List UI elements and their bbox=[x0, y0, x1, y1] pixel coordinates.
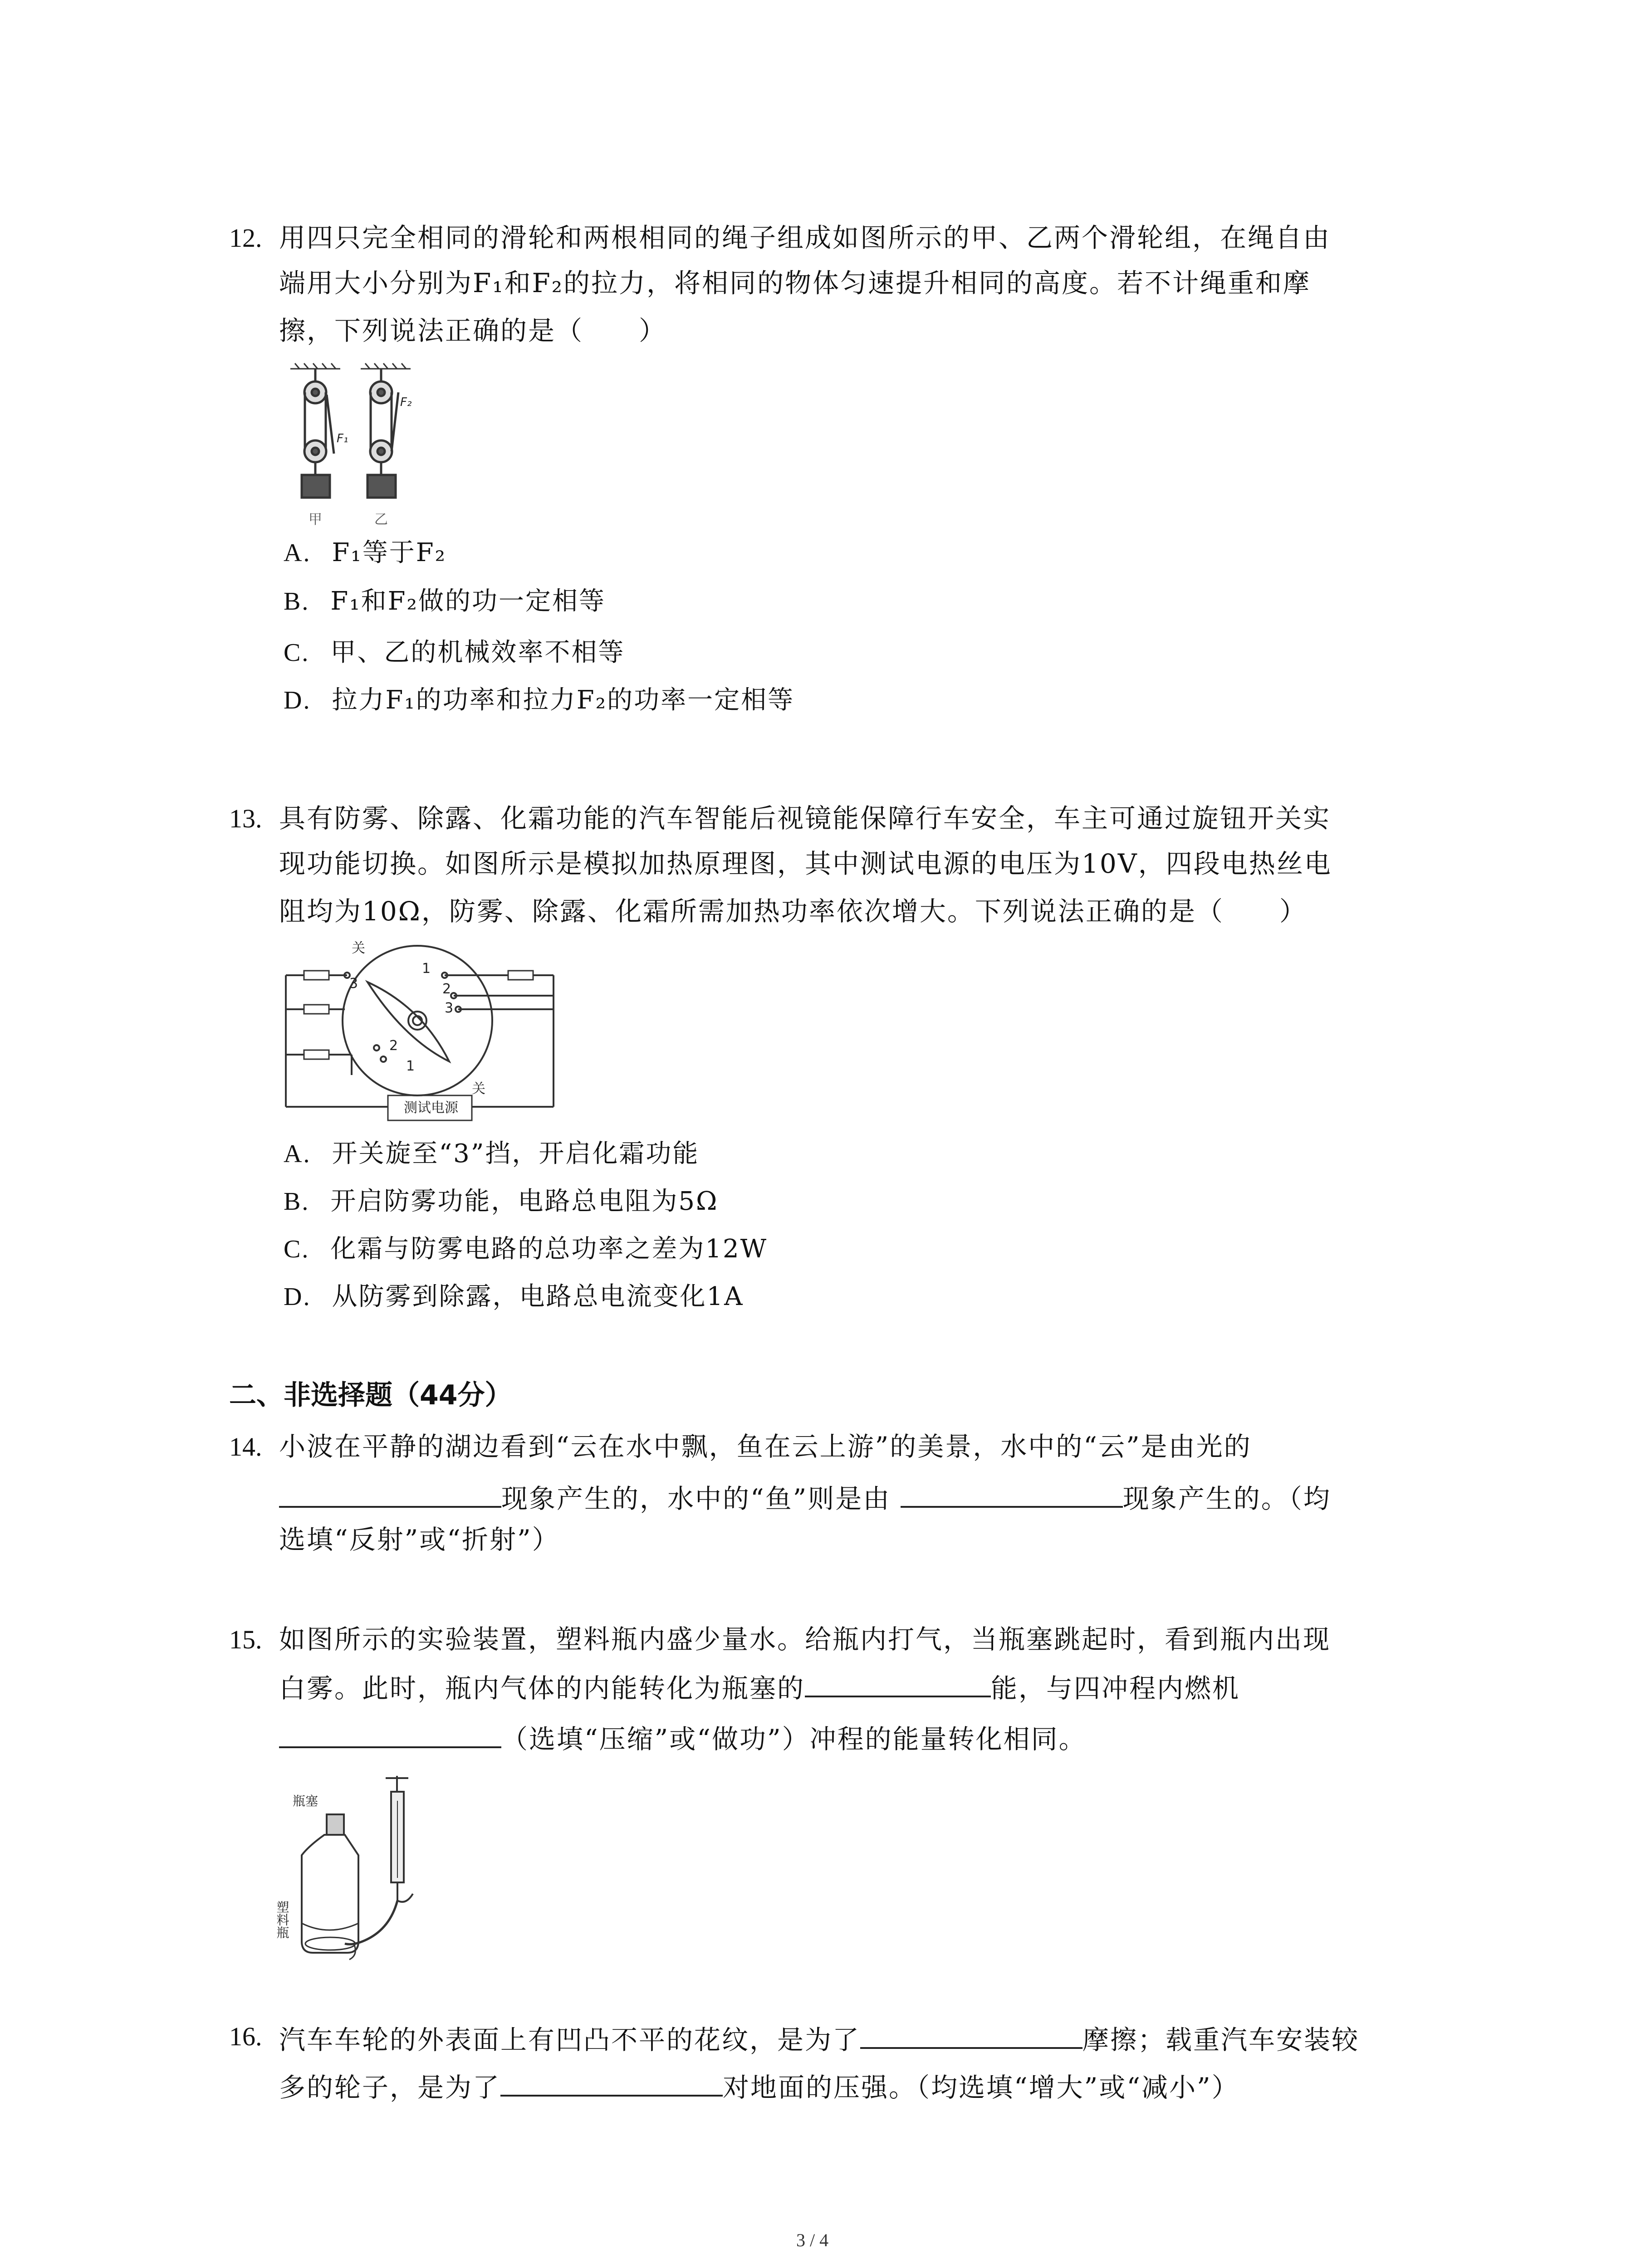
q15-blank-1[interactable] bbox=[805, 1669, 991, 1697]
q16-line-2: 多的轮子，是为了 对地面的压强。（均选填“增大”或“减小”） bbox=[279, 2068, 1239, 2104]
label-yi: 乙 bbox=[374, 512, 388, 528]
svg-text:1: 1 bbox=[406, 1058, 415, 1074]
svg-text:F₂: F₂ bbox=[400, 396, 412, 409]
q13-option-c: C. 化霜与防雾电路的总功率之差为12W bbox=[284, 1234, 768, 1264]
q13-option-d: D. 从防雾到除露，电路总电流变化1A bbox=[284, 1282, 744, 1311]
q14-line-2: 现象产生的，水中的“鱼”则是由 现象产生的。（均 bbox=[279, 1480, 1331, 1515]
q13-line-2: 现功能切换。如图所示是模拟加热原理图，其中测试电源的电压为10V，四段电热丝电 bbox=[279, 848, 1332, 879]
q13-option-a: A. 开关旋至“3”挡，开启化霜功能 bbox=[284, 1139, 700, 1168]
q14-line-3: 选填“反射”或“折射”） bbox=[279, 1524, 560, 1555]
q15-line-2: 白雾。此时，瓶内气体的内能转化为瓶塞的 能，与四冲程内燃机 bbox=[279, 1669, 1240, 1705]
q16-line-1: 汽车车轮的外表面上有凹凸不平的花纹，是为了 摩擦；载重汽车安装较 bbox=[279, 2021, 1359, 2056]
q14-blank-1[interactable] bbox=[279, 1480, 501, 1508]
svg-text:3: 3 bbox=[349, 976, 358, 992]
page-number: 3 / 4 bbox=[796, 2230, 829, 2250]
q13-line-3: 阻均为10Ω，防雾、除露、化霜所需加热功率依次增大。下列说法正确的是（ ） bbox=[279, 896, 1307, 927]
power-label: 测试电源 bbox=[404, 1100, 458, 1116]
q12-option-c: C. 甲、乙的机械效率不相等 bbox=[284, 638, 625, 667]
svg-text:1: 1 bbox=[422, 961, 431, 977]
bottle-label: 塑料瓶 bbox=[274, 1901, 290, 1939]
label-jia: 甲 bbox=[309, 512, 322, 528]
stopper-label: 瓶塞 bbox=[293, 1794, 318, 1809]
q12-number: 12. bbox=[229, 223, 262, 253]
pulley-figure bbox=[277, 361, 440, 535]
bottle-figure bbox=[274, 1765, 440, 1973]
q14-line-1: 小波在平静的湖边看到“云在水中飘，鱼在云上游”的美景，水中的“云”是由光的 bbox=[279, 1431, 1252, 1462]
svg-text:3: 3 bbox=[445, 1000, 454, 1016]
q15-line-1: 如图所示的实验装置，塑料瓶内盛少量水。给瓶内打气，当瓶塞跳起时，看到瓶内出现 bbox=[279, 1624, 1331, 1655]
q12-option-d: D. 拉力F₁的功率和拉力F₂的功率一定相等 bbox=[284, 685, 795, 715]
svg-text:F₁: F₁ bbox=[337, 432, 348, 445]
q12-line-3: 擦，下列说法正确的是（ ） bbox=[279, 315, 667, 346]
q13-line-1: 具有防雾、除露、化霜功能的汽车智能后视镜能保障行车安全，车主可通过旋钮开关实 bbox=[279, 803, 1331, 834]
q15-blank-2[interactable] bbox=[279, 1720, 501, 1748]
off-label-top: 关 bbox=[352, 940, 365, 956]
svg-text:2: 2 bbox=[442, 981, 451, 997]
q12-option-b: B. F₁和F₂做的功一定相等 bbox=[284, 587, 606, 616]
q15-line-3: （选填“压缩”或“做功”）冲程的能量转化相同。 bbox=[279, 1720, 1087, 1755]
section-title: 二、非选择题（44分） bbox=[229, 1379, 512, 1411]
q12-line-2: 端用大小分别为F₁和F₂的拉力，将相同的物体匀速提升相同的高度。若不计绳重和摩 bbox=[279, 268, 1311, 298]
q13-option-b: B. 开启防雾功能，电路总电阻为5Ω bbox=[284, 1187, 719, 1216]
q16-blank-1[interactable] bbox=[860, 2021, 1083, 2049]
q16-blank-2[interactable] bbox=[500, 2068, 723, 2097]
q13-number: 13. bbox=[229, 804, 262, 833]
off-label-bottom: 关 bbox=[472, 1081, 485, 1097]
q16-number: 16. bbox=[229, 2022, 262, 2051]
circuit-figure bbox=[272, 939, 567, 1134]
q12-line-1: 用四只完全相同的滑轮和两根相同的绳子组成如图所示的甲、乙两个滑轮组，在绳自由 bbox=[279, 222, 1331, 253]
svg-text:2: 2 bbox=[389, 1038, 398, 1054]
q15-number: 15. bbox=[229, 1625, 262, 1654]
q14-number: 14. bbox=[229, 1432, 262, 1461]
q14-blank-2[interactable] bbox=[901, 1480, 1123, 1508]
q12-option-a: A. F₁等于F₂ bbox=[284, 538, 447, 567]
